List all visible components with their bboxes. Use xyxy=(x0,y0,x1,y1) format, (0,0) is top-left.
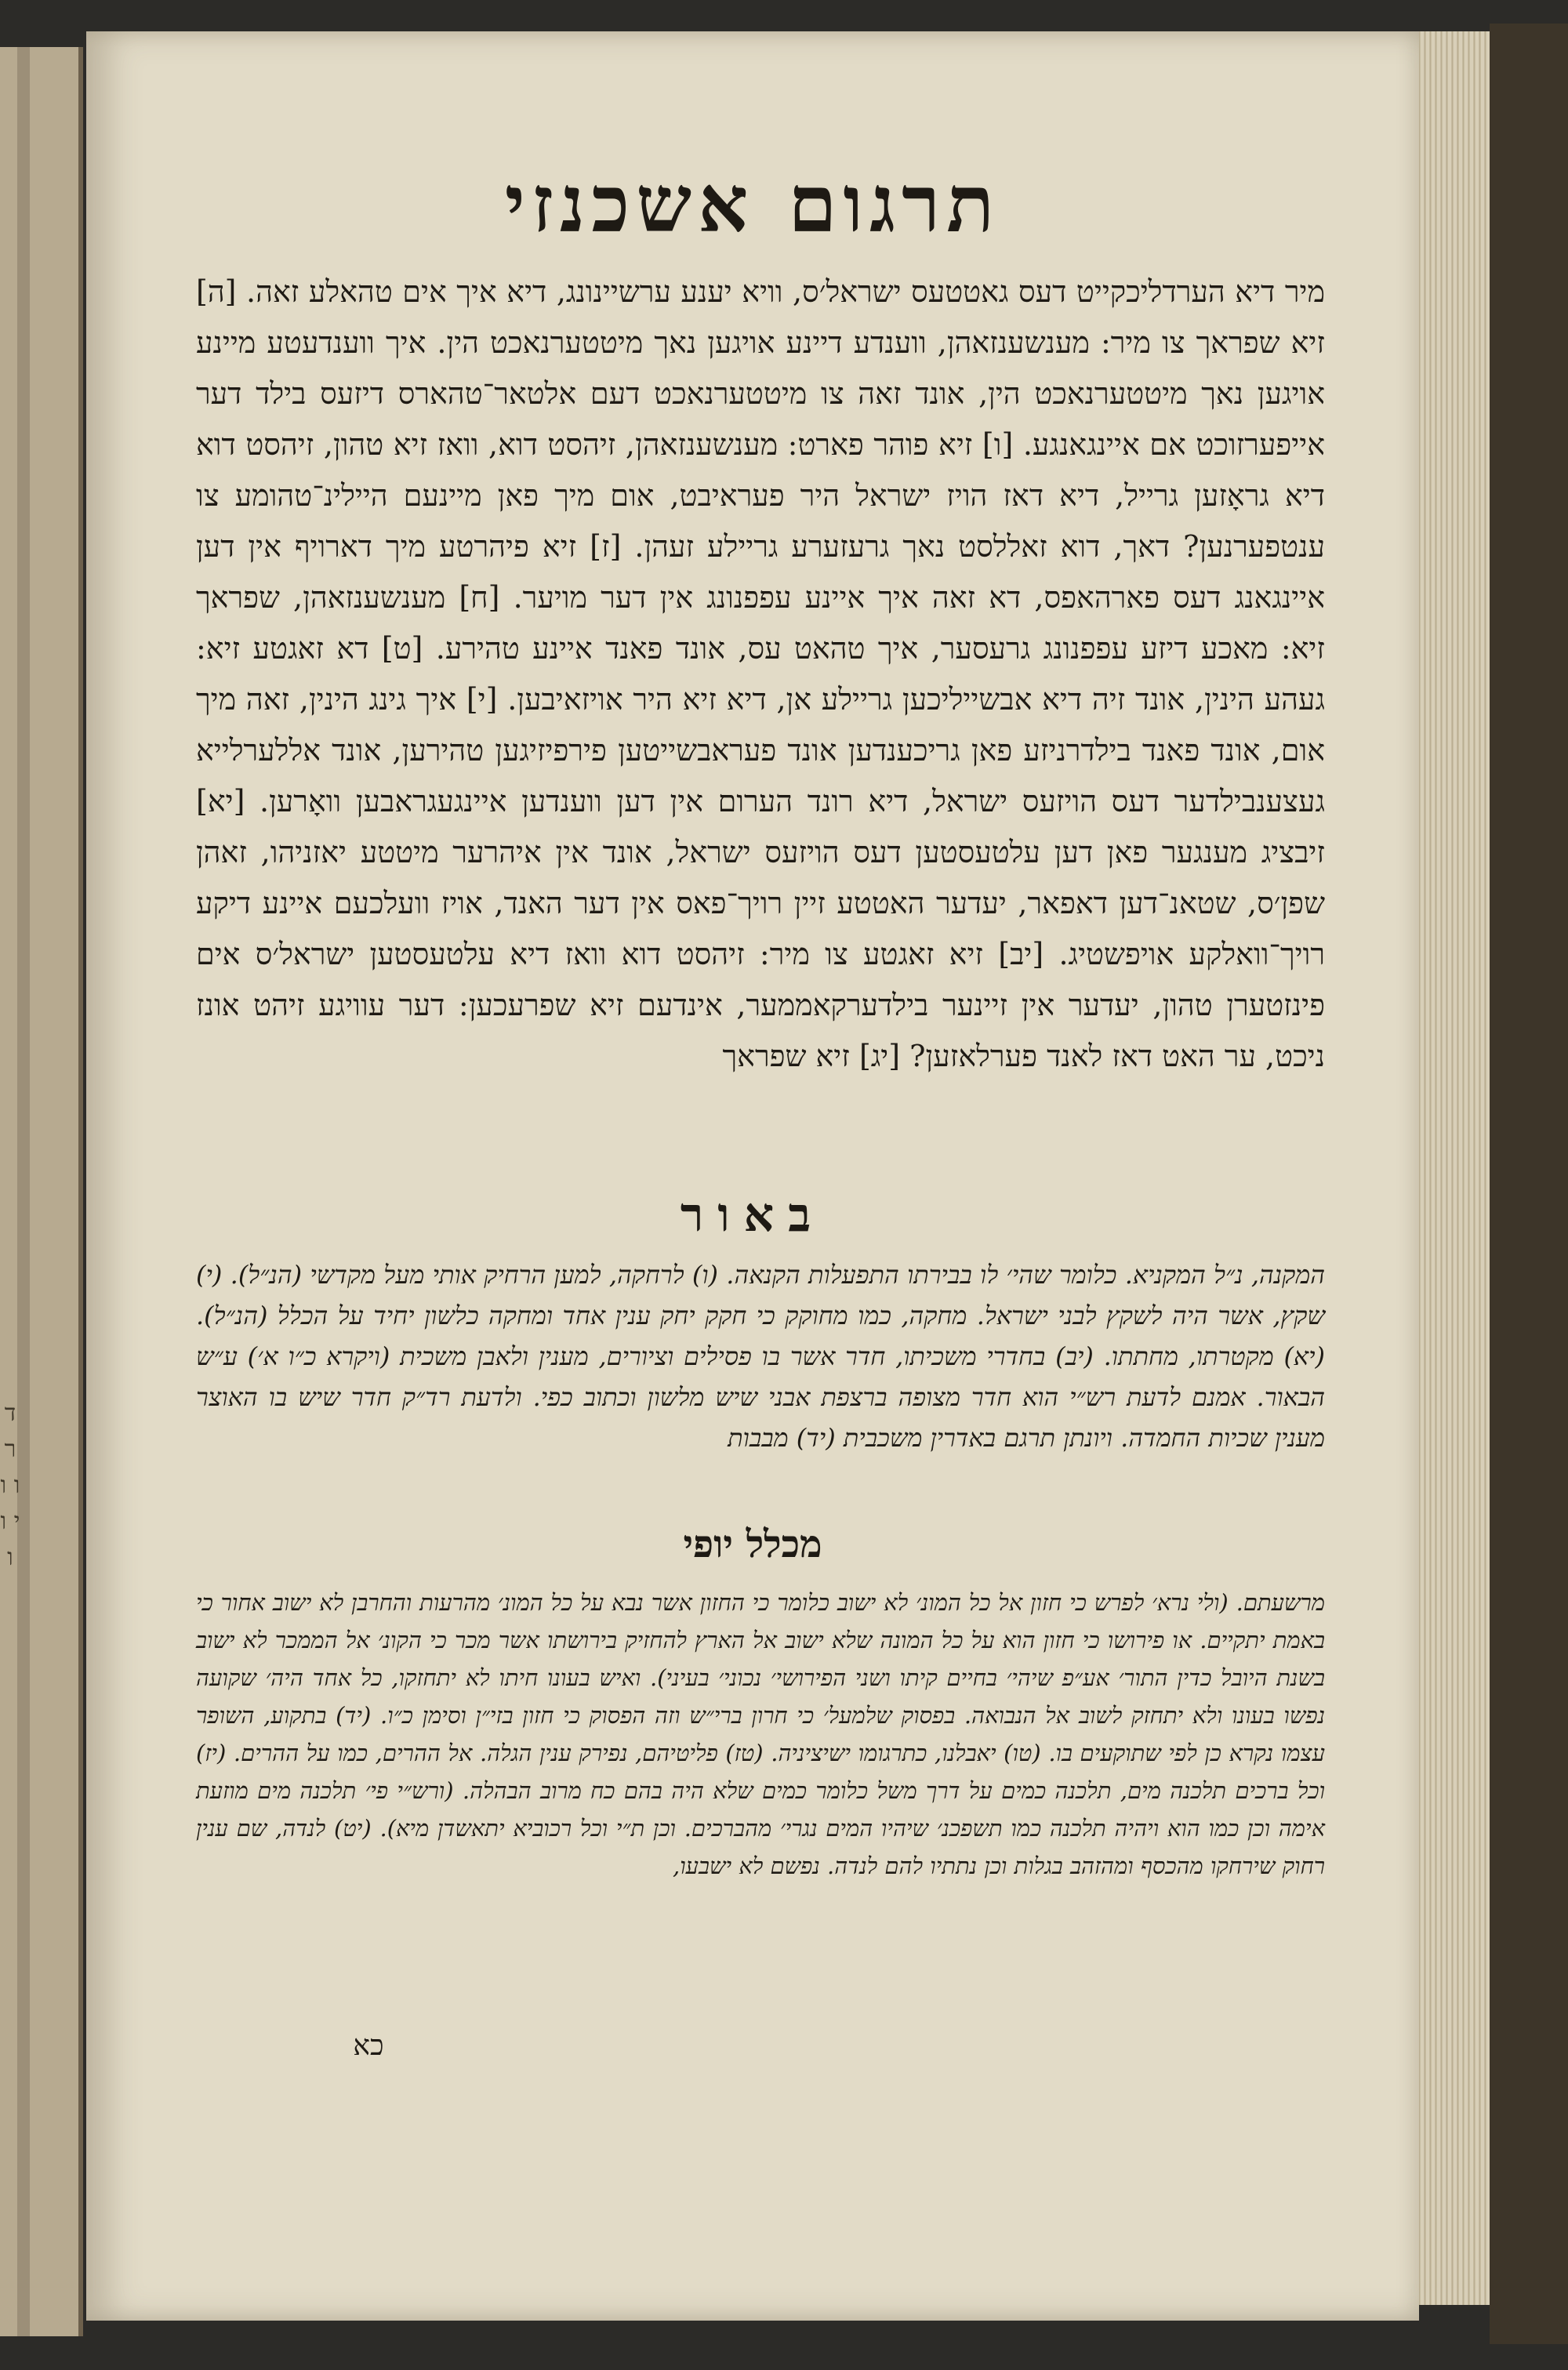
binding-strip xyxy=(17,47,30,2336)
page-title: תרגום אשכנזי xyxy=(504,158,1001,250)
left-page-edge xyxy=(0,47,83,2336)
translation-text: מיר דיא הערדליכקייט דעס גאטטעס ישראל׳ס, וויא יענע ערשיינונג, דיא איך אים טהאלע זאה. [ה] זיא שפראך צו מיר: מענשענזאהן, ווענדע דיינע אויגען נאך מיטטערנאכט הין. איך ווענדעטע מיינע אויגען נאך מיטטערנאכט הין, אונד זאה צו מיטטערנאכט דעם אלטאר־טהארס דיזעס בילד דער אייפערזוכט אם איינגאנגע. [ו] זיא פוהר פארט: מענשענזאהן, זיהסט דוא, וואז זיא טהון, זיהסט דוא דיא גראָזען גרייל, דיא דאז הויז ישראל היר פעראיבט, אום מיך פאן מיינעם היילינ־טהומע צו ענטפערנען? דאך, דוא זאללסט נאך גרעזערע גריילע זעהן. [ז] זיא פיהרטע מיך דארויף אין דען איינגאנג דעס פארהאפס, דא זאה איך איינע עפפנונג אין דער מויער. [ח] מענשענזאהן, שפראך זיא: מאכע דיזע עפפנונג גרעסער, איך טהאט עס, אונד פאנד איינע טהירע. [ט] דא זאגטע זיא: געהע הינין, אונד זיה דיא אבשייליכען גריילע אן, דיא זיא היר אויזאיבען. [י] איך גינג הינין, זאה מיך אום, אונד פאנד בילדרניזע פאן גריכענדען אונד פעראבשייטען פירפיזיגען טהירען, אונד אללערלייא געצענבילדער דעס הויזעס ישראל, דיא רונד הערום אין דען ווענדען איינגעגראבען וואָרען. [יא] זיבציג מענגער פאן דען עלטעסטען דעס הויזעס ישראל, אונד אין איהרער מיטטע יאזניהו, זאהן שפן׳ס, שטאנ־דען דאפאר, יעדער האטטע זיין רויך־פאס אין דער האנד, אויז וועלכעם איינע דיקע רויך־וואלקע אויפשטיג. [יב] זיא זאגטע צו מיר: זיהסט דוא וואז דיא עלטעסטען ישראל׳ס אים פינזטערן טהון, יעדער אין זיינער בילדערקאממער, אינדעם זיא שפרעכען: דער עוויגע זיהט אונז ניכט, ער האט דאז לאנד פערלאזען? [יג] זיא שפראך xyxy=(196,274,1325,1073)
beur-commentary xyxy=(196,1254,1325,1458)
beur-catchword: (יד) מבבות xyxy=(728,1423,836,1453)
page-catchword: כא xyxy=(353,2030,384,2062)
book-page xyxy=(86,31,1419,2321)
mikhlal-yofi-commentary: מרשעתם. (ולי נרא׳ לפרש כי חזון אל כל המונ׳ לא ישוב כלומר כי החזון אשר נבא על כל המונ׳ מהרעות והחרבן לא ישוב אחור כי באמת יתקיים. או פירושו כי חזון הוא על כל המונה שלא ישוב אל הארץ להחזיק בירושתו אשר מכר כי הקונ׳ אל הממכר לא ישוב בשנת היובל כדין התור׳ אע״פ שיהי׳ בחיים קיתו ושני הפירושי׳ נכוני׳ בעיני). ואיש בעונו חיתו לא יתחזקו, כל אחד היה׳ שקועה נפשו בעונו ולא יתחזק לשוב אל הנבואה. בפסוק שלמעל׳ כי חרון ברי״ש וזה הפסוק כי חזון בזי״ן וסימן כ״ו. (יד) בתקוע, השופר עצמו נקרא כן לפי שתוקעים בו. (טו) יאבלנו, כתרגומו ישיציניה. (טז) פליטיהם, נפירק ענין הגלה. אל ההרים, כמו על ההרים. (יז) וכל ברכים תלכנה מים, תלכנה כמים על דרך משל כלומר כמים שלא היה בהם כח מרוב הבהלה. (ורש״י פי׳ תלכנה מים מוזעת אימה וכן כמו הוא ויהיה תלכנה כמו תשפכנ׳ שיהיו המים נגרי׳ מהברכים. וכן ת״י וכל רכוביא יתאשדן מיא). (יט) לנדה, שם ענין רחוק שירחקו מהכסף ומהזהב בגלות וכן נתתיו להם לנדה. נפשם לא ישבעו, xyxy=(196,1589,1325,1879)
beur-heading: באור xyxy=(680,1188,826,1243)
book-cover-edge xyxy=(1490,24,1568,2344)
facing-page-margin-text: ד ר ו ו י ו ו xyxy=(0,1399,20,1571)
mikhlal-yofi-heading: מכלל יופי xyxy=(683,1523,822,1566)
beur-commentary-body: המקנה, נ״ל המקניא. כלומר שהי׳ לו בבירתו התפעלות הקנאה. (ו) לרחקה, למען הרחיק אותי מעל מקדשי (הנ״ל). (י) שקץ, אשר היה לשקץ לבני ישראל. מחקה, כמו מחוקק כי חקק יחק ענין אחד ומחקה כלשון יחיד על הכלל (הנ״ל). (יא) מקטרתו, מחתתו. (יב) בחדרי משכיתו, חדר אשר בו פסילים וציורים, מענין ולאבן משכית (ויקרא כ״ו א׳) ע״ש הבאור. אמנם לדעת רש״י הוא חדר מצופה ברצפת אבני שיש מלשון וכתוב כפי. ולדעת רד״ק חדר שיש בו האוצר מענין שכיות החמדה. ויונתן תרגם באדרין משכבית xyxy=(196,1260,1326,1453)
